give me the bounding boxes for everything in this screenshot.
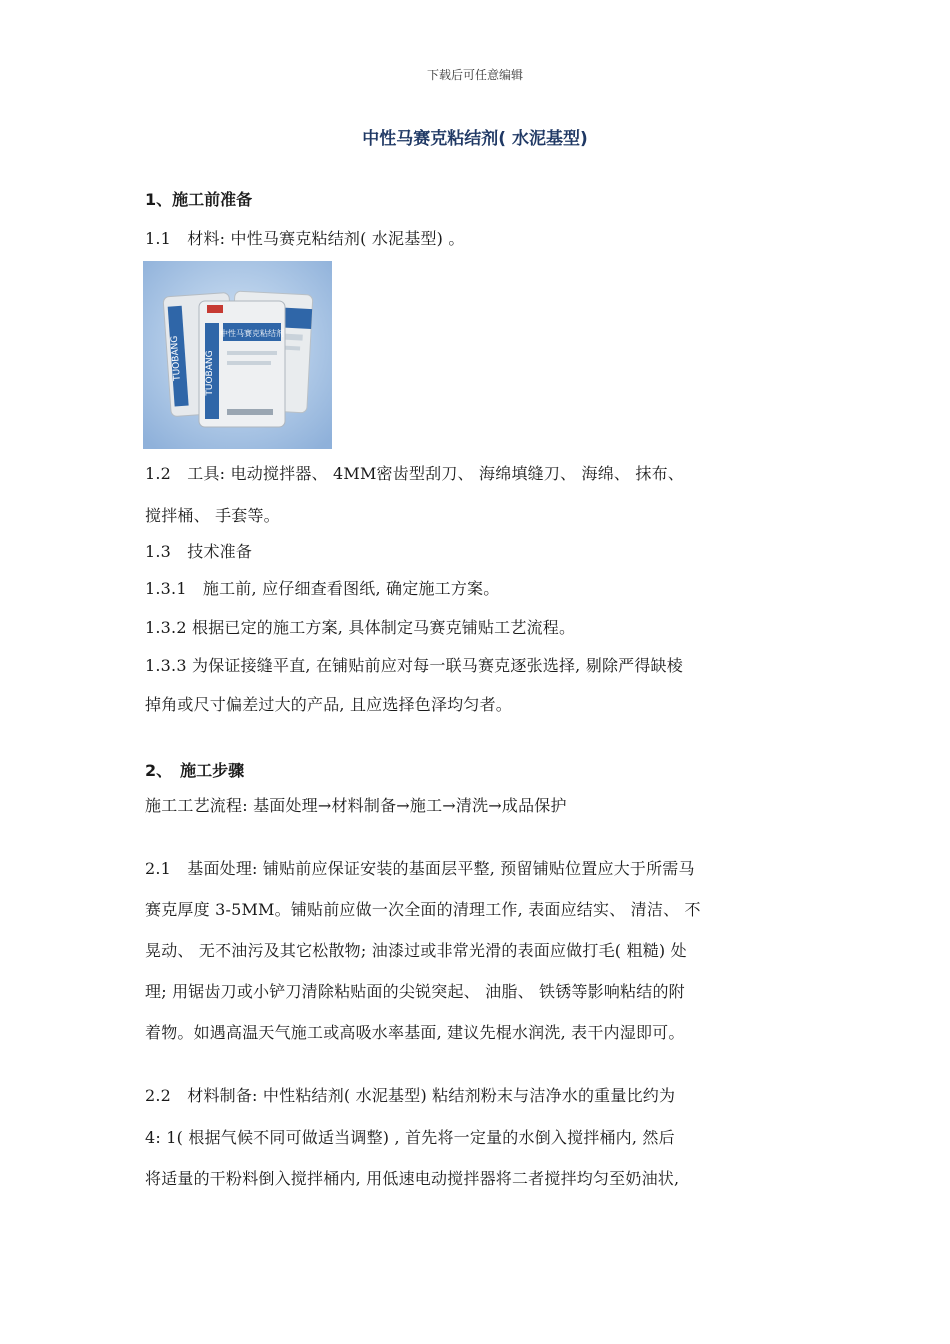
paragraph-2-1-line-5: 着物。如遇高温天气施工或高吸水率基面, 建议先棍水润洗, 表干内湿即可。: [145, 1023, 685, 1042]
paragraph-1-3: 1.3 技术准备: [145, 542, 253, 561]
section-2-heading: 2、 施工步骤: [145, 761, 245, 780]
paragraph-2-1-line-4: 理; 用锯齿刀或小铲刀清除粘贴面的尖锐突起、 油脂、 铁锈等影响粘结的附: [145, 982, 685, 1001]
paragraph-2-2-line-3: 将适量的干粉料倒入搅拌桶内, 用低速电动搅拌器将二者搅拌均匀至奶油状,: [145, 1169, 680, 1188]
paragraph-1-2-line-2: 搅拌桶、 手套等。: [145, 506, 280, 525]
header-note: 下载后可任意编辑: [426, 68, 523, 82]
paragraph-1-2-line-1: 1.2 工具: 电动搅拌器、 4MM密齿型刮刀、 海绵填缝刀、 海绵、 抹布、: [145, 464, 685, 483]
cement-bags-illustration: [143, 261, 332, 449]
bag-front-brand: TUOBANG: [205, 350, 215, 396]
paragraph-1-3-1: 1.3.1 施工前, 应仔细查看图纸, 确定施工方案。: [145, 579, 500, 598]
paragraph-2-1-line-2: 赛克厚度 3-5MM。铺贴前应做一次全面的清理工作, 表面应结实、 清洁、 不: [145, 900, 701, 919]
bag-left-brand: TUOBANG: [169, 335, 183, 382]
paragraph-2-1-line-3: 晃动、 无不油污及其它松散物; 油漆过或非常光滑的表面应做打毛( 粗糙) 处: [145, 941, 687, 960]
paragraph-2-2-line-2: 4: 1( 根据气候不同可做适当调整) , 首先将一定量的水倒入搅拌桶内, 然后: [145, 1128, 675, 1147]
paragraph-1-3-3-line-2: 掉角或尺寸偏差过大的产品, 且应选择色泽均匀者。: [145, 695, 512, 714]
bag-front-label: 中性马赛克粘结剂: [220, 329, 284, 338]
section-1-heading: 1、施工前准备: [145, 190, 253, 209]
paragraph-2-1-line-1: 2.1 基面处理: 铺贴前应保证安装的基面层平整, 预留铺贴位置应大于所需马: [145, 859, 695, 878]
process-flow: 施工工艺流程: 基面处理→材料制备→施工→清洗→成品保护: [145, 796, 567, 815]
paragraph-2-2-line-1: 2.2 材料制备: 中性粘结剂( 水泥基型) 粘结剂粉末与洁净水的重量比约为: [145, 1086, 676, 1105]
bag-front: [199, 301, 285, 427]
product-image: [143, 261, 332, 449]
paragraph-1-3-3-line-1: 1.3.3 为保证接缝平直, 在铺贴前应对每一联马赛克逐张选择, 剔除严得缺棱: [145, 656, 683, 675]
document-title: 中性马赛克粘结剂( 水泥基型): [362, 129, 588, 149]
paragraph-1-1: 1.1 材料: 中性马赛克粘结剂( 水泥基型) 。: [145, 229, 465, 248]
paragraph-1-3-2: 1.3.2 根据已定的施工方案, 具体制定马赛克铺贴工艺流程。: [145, 618, 576, 637]
